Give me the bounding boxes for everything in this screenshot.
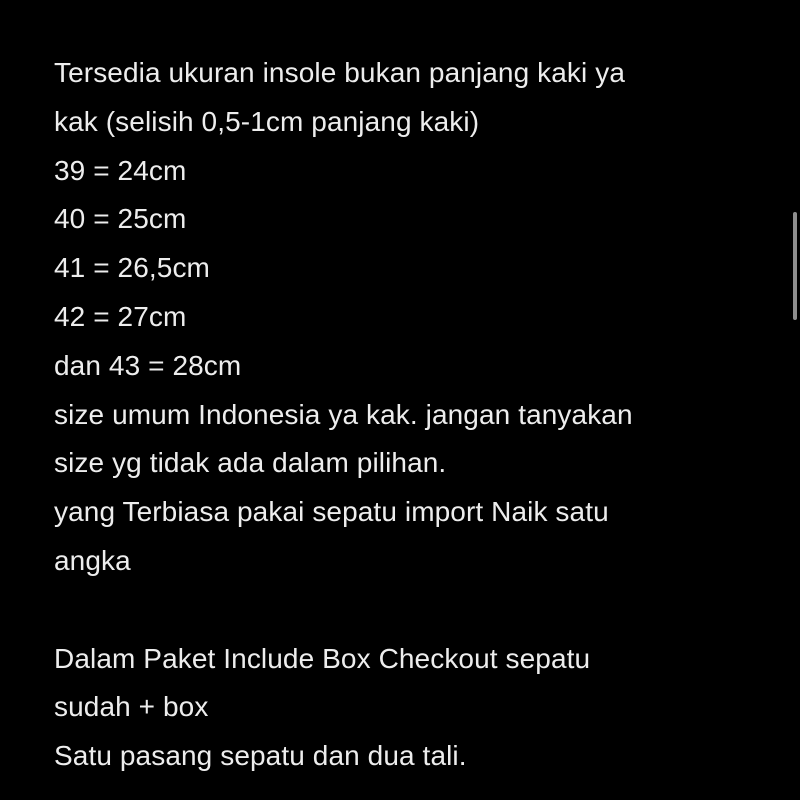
description-line: size yg tidak ada dalam pilihan. <box>54 447 447 479</box>
scrollbar[interactable] <box>790 0 800 800</box>
package-line: Satu pasang sepatu dan dua tali. <box>54 740 467 772</box>
package-line: sudah + box <box>54 691 209 723</box>
description-line: Tersedia ukuran insole bukan panjang kaki ya <box>54 57 625 88</box>
blank-line <box>54 586 784 635</box>
description-line: size umum Indonesia ya kak. jangan tanyakan <box>54 398 633 430</box>
description-line: angka <box>54 544 131 576</box>
size-line-41: 41 = 26,5cm <box>54 252 210 284</box>
scrollbar-thumb[interactable] <box>793 212 797 320</box>
size-line-39: 39 = 24cm <box>54 154 187 186</box>
size-line-40: 40 = 25cm <box>54 203 187 235</box>
description-line: kak (selisih 0,5-1cm panjang kaki) <box>54 105 480 137</box>
size-line-42: 42 = 27cm <box>54 300 187 332</box>
product-description-text <box>54 49 784 781</box>
description-line: yang Terbiasa pakai sepatu import Naik satu <box>54 496 609 528</box>
package-line: Dalam Paket Include Box Checkout sepatu <box>54 642 591 674</box>
size-line-43: dan 43 = 28cm <box>54 349 242 381</box>
